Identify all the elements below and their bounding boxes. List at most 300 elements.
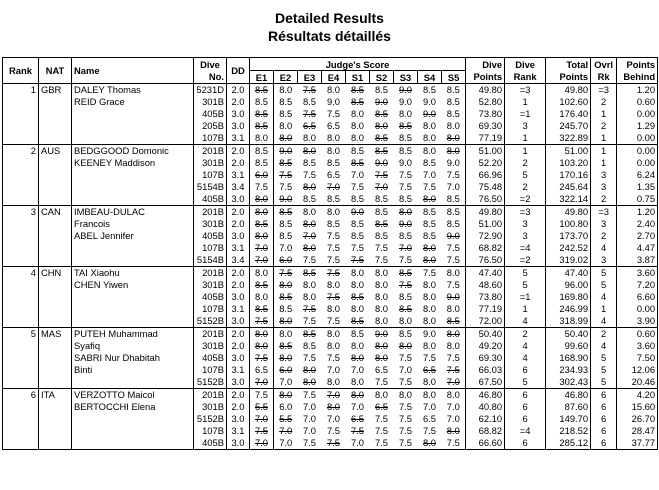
degree-of-difficulty: 2.0 bbox=[227, 157, 250, 169]
judge-score bbox=[274, 132, 298, 145]
discarded-score: 8.5 bbox=[350, 315, 365, 326]
athlete-name bbox=[72, 108, 194, 120]
discarded-score: 8.5 bbox=[254, 120, 269, 131]
judge-score: 8.0 bbox=[442, 303, 466, 315]
discarded-score: 8.0 bbox=[279, 279, 293, 290]
judge-score: 7.5 bbox=[298, 437, 322, 450]
dive-points: 50.40 bbox=[466, 328, 505, 341]
athlete-name bbox=[72, 413, 194, 425]
judge-score: 7.0 bbox=[442, 181, 466, 193]
judge-score bbox=[418, 242, 442, 254]
judge-score: 8.0 bbox=[326, 303, 341, 314]
judge-score: 8.5 bbox=[346, 328, 370, 341]
dive-number: 5154B bbox=[194, 254, 227, 267]
overall-rank: 6 bbox=[591, 425, 617, 437]
dive-rank: 1 bbox=[505, 303, 546, 315]
discarded-score: 8.0 bbox=[279, 389, 293, 400]
team-nat bbox=[39, 230, 72, 242]
team-nat bbox=[39, 242, 72, 254]
table-row bbox=[3, 315, 658, 328]
judge-score bbox=[370, 108, 394, 120]
points-behind: 1.29 bbox=[617, 120, 658, 132]
judge-score: 8.0 bbox=[322, 206, 346, 219]
judge-score: 8.5 bbox=[250, 145, 274, 158]
judge-score: 9.0 bbox=[398, 157, 413, 168]
dive-points: 67.50 bbox=[466, 376, 505, 389]
judge-score: 7.0 bbox=[326, 364, 341, 375]
dive-rank: 1 bbox=[505, 96, 546, 108]
name-header: Name bbox=[72, 58, 194, 84]
judge-score: 8.0 bbox=[418, 315, 442, 328]
team-rank bbox=[3, 230, 39, 242]
judge-score bbox=[370, 352, 394, 364]
discarded-score: 8.5 bbox=[374, 132, 389, 143]
team-nat: CHN bbox=[39, 267, 72, 280]
team-rank bbox=[3, 96, 39, 108]
dive-rank: 3 bbox=[505, 120, 546, 132]
judge-score: 8.0 bbox=[370, 389, 394, 402]
table-row bbox=[3, 242, 658, 254]
judge-score: 8.0 bbox=[442, 267, 466, 280]
judge-score: 7.0 bbox=[346, 437, 370, 450]
points-behind: 12.06 bbox=[617, 364, 658, 376]
judge-score bbox=[298, 145, 322, 158]
judge-score bbox=[298, 376, 322, 389]
discarded-score: 8.5 bbox=[279, 340, 293, 351]
team-block bbox=[3, 145, 658, 206]
judge-score: 7.5 bbox=[398, 352, 413, 363]
degree-of-difficulty: 3.0 bbox=[227, 291, 250, 303]
judge-score: 8.5 bbox=[394, 132, 418, 145]
team-block bbox=[3, 328, 658, 389]
judge-score: 8.0 bbox=[394, 389, 418, 402]
judge-score bbox=[274, 352, 298, 364]
athlete-name: KEENEY Maddison bbox=[72, 157, 194, 169]
team-nat bbox=[39, 157, 72, 169]
judge-score: 6.5 bbox=[250, 364, 274, 376]
overall-rank-header: Ovrl bbox=[591, 58, 617, 71]
judge-score bbox=[298, 242, 322, 254]
judge-score: 7.5 bbox=[422, 425, 437, 436]
judge-score: 7.5 bbox=[298, 315, 322, 328]
nat-header: NAT bbox=[39, 58, 72, 84]
team-rank: 5 bbox=[3, 328, 39, 341]
judge-score: 7.5 bbox=[250, 389, 274, 402]
dive-points: 66.96 bbox=[466, 169, 505, 181]
points-behind: 15.60 bbox=[617, 401, 658, 413]
total-points: 51.00 bbox=[546, 145, 591, 158]
judge-score: 8.0 bbox=[322, 145, 346, 158]
dive-points: 66.60 bbox=[466, 437, 505, 450]
judge-score: 8.0 bbox=[442, 389, 466, 402]
athlete-name: SABRI Nur Dhabitah bbox=[72, 352, 194, 364]
discarded-score: 7.5 bbox=[350, 425, 365, 436]
judge-score: 7.5 bbox=[442, 242, 466, 254]
judge-score bbox=[346, 291, 370, 303]
table-row bbox=[3, 230, 658, 242]
dive-number: 107B bbox=[194, 169, 227, 181]
judge-score: 8.0 bbox=[418, 376, 442, 389]
team-rank bbox=[3, 157, 39, 169]
team-nat bbox=[39, 254, 72, 267]
discarded-score: 8.5 bbox=[350, 291, 365, 302]
points-behind: 2.40 bbox=[617, 218, 658, 230]
judge-score: 7.5 bbox=[442, 254, 466, 267]
judge-score: 7.5 bbox=[394, 376, 418, 389]
dive-number: 201B bbox=[194, 145, 227, 158]
judge-col-header: E2 bbox=[274, 71, 298, 84]
judge-score: 9.0 bbox=[398, 96, 413, 107]
athlete-name bbox=[72, 425, 194, 437]
judge-score: 8.0 bbox=[422, 291, 437, 302]
dive-points: 72.00 bbox=[466, 315, 505, 328]
judge-score bbox=[322, 401, 346, 413]
degree-of-difficulty: 3.0 bbox=[227, 193, 250, 206]
athlete-name bbox=[72, 376, 194, 389]
discarded-score: 5.5 bbox=[254, 401, 269, 412]
discarded-score: 8.5 bbox=[398, 120, 413, 131]
judge-score bbox=[346, 206, 370, 219]
discarded-score: 8.5 bbox=[302, 328, 317, 339]
degree-of-difficulty: 2.0 bbox=[227, 267, 250, 280]
total-points: 168.90 bbox=[546, 352, 591, 364]
judge-score: 8.5 bbox=[302, 340, 317, 351]
discarded-score: 7.5 bbox=[374, 169, 389, 180]
judge-score: 8.5 bbox=[442, 193, 466, 206]
judge-score: 7.5 bbox=[279, 181, 293, 192]
discarded-score: 9.0 bbox=[446, 230, 460, 241]
judge-score: 7.0 bbox=[302, 413, 317, 424]
points-behind: 0.00 bbox=[617, 108, 658, 120]
judge-score bbox=[322, 181, 346, 193]
team-rank bbox=[3, 352, 39, 364]
judge-score: 8.5 bbox=[422, 230, 437, 241]
dive-number: 5154B bbox=[194, 181, 227, 193]
total-points: 47.40 bbox=[546, 267, 591, 280]
team-rank bbox=[3, 364, 39, 376]
judge-score: 8.5 bbox=[442, 96, 466, 108]
judge-score: 8.0 bbox=[418, 132, 442, 145]
judge-score: 6.5 bbox=[374, 364, 389, 375]
degree-of-difficulty: 3.4 bbox=[227, 181, 250, 193]
team-block bbox=[3, 206, 658, 267]
points-behind: 0.00 bbox=[617, 303, 658, 315]
team-rank bbox=[3, 254, 39, 267]
discarded-score: 7.5 bbox=[350, 254, 365, 265]
dive-number: 201B bbox=[194, 206, 227, 219]
team-rank bbox=[3, 303, 39, 315]
judge-score: 8.0 bbox=[374, 303, 389, 314]
judge-score bbox=[250, 279, 274, 291]
discarded-score: 7.5 bbox=[279, 267, 293, 278]
total-points: 242.52 bbox=[546, 242, 591, 254]
judge-score bbox=[274, 206, 298, 219]
dive-points: 69.30 bbox=[466, 352, 505, 364]
dive-points: 46.80 bbox=[466, 389, 505, 402]
judge-score: 8.5 bbox=[279, 96, 293, 107]
judge-score: 8.5 bbox=[250, 157, 274, 169]
athlete-name: BEDGGOOD Domonic bbox=[72, 145, 194, 158]
total-points: 170.16 bbox=[546, 169, 591, 181]
judge-score: 9.0 bbox=[418, 328, 442, 341]
points-behind: 2.70 bbox=[617, 230, 658, 242]
judge-score bbox=[274, 315, 298, 328]
judge-score: 7.5 bbox=[322, 315, 346, 328]
dive-points: 51.00 bbox=[466, 218, 505, 230]
judge-score: 7.0 bbox=[350, 169, 365, 180]
dive-rank: 2 bbox=[505, 328, 546, 341]
dive-rank: 5 bbox=[505, 267, 546, 280]
discarded-score: 7.0 bbox=[254, 376, 269, 387]
discarded-score: 8.0 bbox=[446, 425, 460, 436]
athlete-name bbox=[72, 437, 194, 450]
judge-score: 7.5 bbox=[398, 401, 413, 412]
dd-header: DD bbox=[227, 58, 250, 84]
total-points: 99.60 bbox=[546, 340, 591, 352]
team-rank bbox=[3, 132, 39, 145]
discarded-score: 8.5 bbox=[374, 145, 389, 156]
judge-score: 8.5 bbox=[302, 96, 317, 107]
judge-score bbox=[370, 340, 394, 352]
team-rank bbox=[3, 401, 39, 413]
judge-score bbox=[274, 425, 298, 437]
judge-score bbox=[418, 364, 442, 376]
judge-score bbox=[274, 267, 298, 280]
athlete-name: ABEL Jennifer bbox=[72, 230, 194, 242]
points-behind-header: Points bbox=[617, 58, 658, 71]
judge-score: 8.0 bbox=[374, 291, 389, 302]
points-behind: 0.00 bbox=[617, 157, 658, 169]
judge-score: 8.0 bbox=[346, 132, 370, 145]
points-behind: 3.60 bbox=[617, 340, 658, 352]
discarded-score: 8.0 bbox=[279, 132, 293, 143]
degree-of-difficulty: 3.0 bbox=[227, 315, 250, 328]
discarded-score: 8.0 bbox=[422, 193, 437, 204]
judge-score: 8.0 bbox=[350, 108, 365, 119]
dive-points: 49.80 bbox=[466, 84, 505, 97]
discarded-score: 7.0 bbox=[279, 425, 293, 436]
overall-rank: 5 bbox=[591, 279, 617, 291]
dive-rank: 5 bbox=[505, 279, 546, 291]
judge-score bbox=[322, 291, 346, 303]
team-nat: CAN bbox=[39, 206, 72, 219]
discarded-score: 8.0 bbox=[326, 401, 341, 412]
dive-number: 107B bbox=[194, 242, 227, 254]
judge-score: 7.0 bbox=[442, 401, 466, 413]
dive-rank: 1 bbox=[505, 145, 546, 158]
judge-score bbox=[250, 315, 274, 328]
discarded-score: 8.5 bbox=[279, 291, 293, 302]
team-nat bbox=[39, 120, 72, 132]
dive-rank-header: Dive bbox=[505, 58, 546, 71]
judge-score bbox=[442, 291, 466, 303]
judge-score: 7.5 bbox=[374, 425, 389, 436]
judge-score: 8.5 bbox=[326, 157, 341, 168]
overall-rank: 6 bbox=[591, 413, 617, 425]
judge-score bbox=[370, 218, 394, 230]
dive-points: 76.50 bbox=[466, 254, 505, 267]
team-rank bbox=[3, 181, 39, 193]
judge-score bbox=[274, 254, 298, 267]
degree-of-difficulty: 3.1 bbox=[227, 132, 250, 145]
overall-rank: 1 bbox=[591, 108, 617, 120]
dive-points: 49.80 bbox=[466, 206, 505, 219]
team-block bbox=[3, 389, 658, 450]
points-behind: 1.20 bbox=[617, 206, 658, 219]
judge-score: 7.5 bbox=[250, 181, 274, 193]
table-row bbox=[3, 328, 658, 341]
degree-of-difficulty: 2.0 bbox=[227, 145, 250, 158]
judge-score: 7.5 bbox=[350, 181, 365, 192]
discarded-score: 7.5 bbox=[302, 108, 317, 119]
page-title: Detailed Results bbox=[275, 10, 384, 26]
dive-rank: 4 bbox=[505, 315, 546, 328]
discarded-score: 8.5 bbox=[254, 279, 269, 290]
judge-score bbox=[370, 120, 394, 132]
degree-of-difficulty: 2.0 bbox=[227, 389, 250, 402]
table-row bbox=[3, 376, 658, 389]
dive-number: 405B bbox=[194, 437, 227, 450]
total-points: 302.43 bbox=[546, 376, 591, 389]
discarded-score: 7.0 bbox=[326, 389, 341, 400]
judge-score: 7.5 bbox=[302, 169, 317, 180]
dive-number: 5231D bbox=[194, 84, 227, 97]
judge-score bbox=[250, 193, 274, 206]
judge-score: 8.0 bbox=[394, 315, 418, 328]
table-row bbox=[3, 120, 658, 132]
overall-rank: 5 bbox=[591, 267, 617, 280]
judge-score bbox=[274, 413, 298, 425]
athlete-name bbox=[72, 169, 194, 181]
discarded-score: 8.5 bbox=[350, 96, 365, 107]
judge-score: 8.5 bbox=[250, 96, 274, 108]
total-points: 246.99 bbox=[546, 303, 591, 315]
table-row bbox=[3, 145, 658, 158]
dive-number: 405B bbox=[194, 230, 227, 242]
athlete-name: Francois bbox=[72, 218, 194, 230]
table-row bbox=[3, 267, 658, 280]
judge-score: 8.0 bbox=[250, 132, 274, 145]
judge-score bbox=[250, 413, 274, 425]
discarded-score: 7.0 bbox=[254, 413, 269, 424]
dive-rank: 6 bbox=[505, 437, 546, 450]
table-row bbox=[3, 413, 658, 425]
rank-header: Rank bbox=[3, 58, 39, 84]
team-nat bbox=[39, 376, 72, 389]
judge-score: 8.0 bbox=[442, 120, 466, 132]
judge-score bbox=[442, 145, 466, 158]
discarded-score: 6.0 bbox=[254, 169, 269, 180]
team-rank bbox=[3, 340, 39, 352]
judge-score: 8.0 bbox=[322, 376, 346, 389]
total-points: 50.40 bbox=[546, 328, 591, 341]
total-points: 322.89 bbox=[546, 132, 591, 145]
total-points: 87.60 bbox=[546, 401, 591, 413]
discarded-score: 8.5 bbox=[254, 218, 269, 229]
judge-score: 7.0 bbox=[302, 401, 317, 412]
judge-score bbox=[394, 84, 418, 97]
judge-score: 7.0 bbox=[350, 364, 365, 375]
overall-rank: 2 bbox=[591, 96, 617, 108]
discarded-score: 8.0 bbox=[254, 340, 269, 351]
judge-score: 7.0 bbox=[350, 401, 365, 412]
judge-score: 9.0 bbox=[326, 96, 341, 107]
team-rank bbox=[3, 193, 39, 206]
degree-of-difficulty: 2.0 bbox=[227, 218, 250, 230]
table-row bbox=[3, 193, 658, 206]
judge-score bbox=[298, 218, 322, 230]
judge-score bbox=[370, 96, 394, 108]
judge-score bbox=[418, 254, 442, 267]
points-behind: 6.24 bbox=[617, 169, 658, 181]
discarded-score: 7.0 bbox=[374, 181, 389, 192]
dive-rank: 1 bbox=[505, 132, 546, 145]
judge-score bbox=[298, 328, 322, 341]
judge-score bbox=[370, 181, 394, 193]
team-rank bbox=[3, 120, 39, 132]
judge-score bbox=[442, 376, 466, 389]
team-nat: AUS bbox=[39, 145, 72, 158]
total-points: 169.80 bbox=[546, 291, 591, 303]
judge-score: 8.0 bbox=[279, 120, 293, 131]
total-points: 234.93 bbox=[546, 364, 591, 376]
discarded-score: 9.0 bbox=[350, 206, 365, 217]
athlete-name: REID Grace bbox=[72, 96, 194, 108]
judge-score bbox=[250, 230, 274, 242]
table-row bbox=[3, 157, 658, 169]
overall-rank: 5 bbox=[591, 352, 617, 364]
team-nat: GBR bbox=[39, 84, 72, 97]
table-row bbox=[3, 96, 658, 108]
judge-score: 8.0 bbox=[326, 279, 341, 290]
judge-score bbox=[250, 254, 274, 267]
judge-score: 8.0 bbox=[350, 303, 365, 314]
judge-score: 8.5 bbox=[398, 230, 413, 241]
dive-number: 107B bbox=[194, 364, 227, 376]
overall-rank: 1 bbox=[591, 132, 617, 145]
discarded-score: 7.0 bbox=[446, 376, 460, 387]
team-rank: 3 bbox=[3, 206, 39, 219]
discarded-score: 7.0 bbox=[326, 181, 341, 192]
judge-score bbox=[346, 84, 370, 97]
total-points: 173.70 bbox=[546, 230, 591, 242]
points-behind: 6.60 bbox=[617, 291, 658, 303]
discarded-score: 8.0 bbox=[302, 181, 317, 192]
athlete-name bbox=[72, 193, 194, 206]
dive-no-header-2: No. bbox=[194, 71, 227, 84]
judge-score: 8.5 bbox=[346, 193, 370, 206]
team-nat bbox=[39, 279, 72, 291]
overall-rank: 1 bbox=[591, 303, 617, 315]
dive-points-header-2: Points bbox=[466, 71, 505, 84]
discarded-score: 8.5 bbox=[254, 303, 269, 314]
judge-score bbox=[274, 193, 298, 206]
discarded-score: 8.0 bbox=[446, 145, 460, 156]
judge-score: 7.5 bbox=[398, 169, 413, 180]
dive-points: 76.50 bbox=[466, 193, 505, 206]
judge-score: 8.0 bbox=[370, 267, 394, 280]
judge-score: 7.0 bbox=[422, 169, 437, 180]
judge-score bbox=[394, 279, 418, 291]
degree-of-difficulty: 3.0 bbox=[227, 352, 250, 364]
points-behind: 3.87 bbox=[617, 254, 658, 267]
dive-rank: 6 bbox=[505, 413, 546, 425]
judge-score bbox=[298, 230, 322, 242]
total-points-header-2: Points bbox=[546, 71, 591, 84]
overall-rank: =3 bbox=[591, 84, 617, 97]
judge-score: 8.0 bbox=[350, 279, 365, 290]
judge-score: 8.5 bbox=[350, 218, 365, 229]
